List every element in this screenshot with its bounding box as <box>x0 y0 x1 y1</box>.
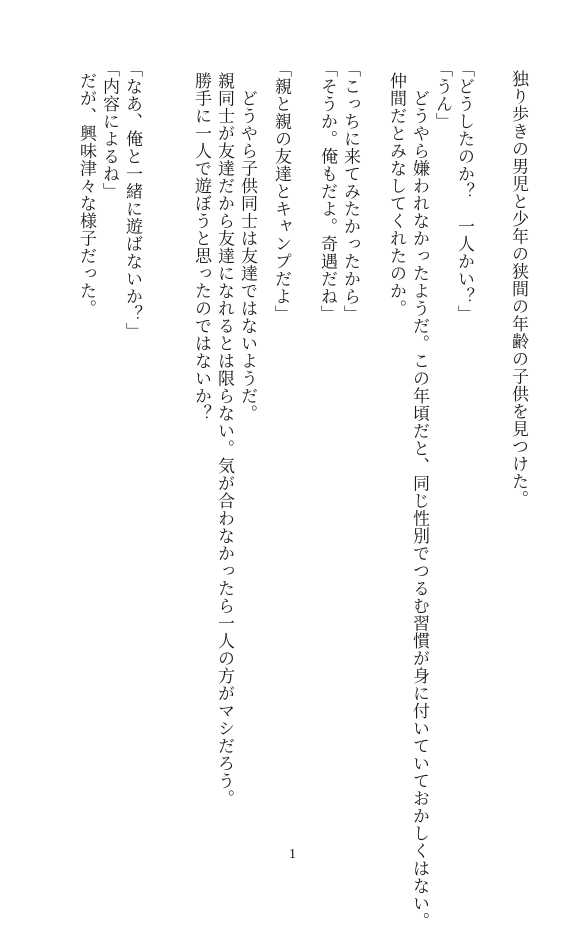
text-line-5: どうやら嫌われなかったようだ。この年頃だと、同じ性別でつるむ習慣が身に付いていておかしくはない。 <box>409 72 429 930</box>
text-line-1: 独り歩きの男児と少年の狭間の年齢の子供を見つけた。 <box>508 70 528 508</box>
text-line-3: 「どうしたのか？ 一人かい？」 <box>454 60 474 323</box>
text-line-8: 「こっちに来てみたかったから」 <box>340 60 360 323</box>
text-line-4: 「うん」 <box>432 60 452 130</box>
text-line-18: だが、興味津々な様子だった。 <box>76 72 96 317</box>
text-line-11: 「親と親の友達とキャンプだよ」 <box>271 60 291 323</box>
text-line-13: 親同士が友達だから友達になれるとは限らない。気が合わなかったら一人の方がマシだろう。 <box>214 72 234 807</box>
text-line-16: 「なあ、俺と一緒に遊ばないか？」 <box>122 60 142 340</box>
text-line-17: 「内容によるね」 <box>99 60 119 200</box>
text-line-9: 「そうか。俺もだよ。奇遇だね」 <box>317 60 337 323</box>
text-line-12: どうやら子供同士は友達ではないようだ。 <box>237 72 257 422</box>
text-line-14: 勝手に一人で遊ぼうと思ったのではないか？ <box>191 72 211 422</box>
page-number: 1 <box>289 847 296 862</box>
text-line-6: 仲間だとみなしてくれたのか。 <box>386 72 406 317</box>
